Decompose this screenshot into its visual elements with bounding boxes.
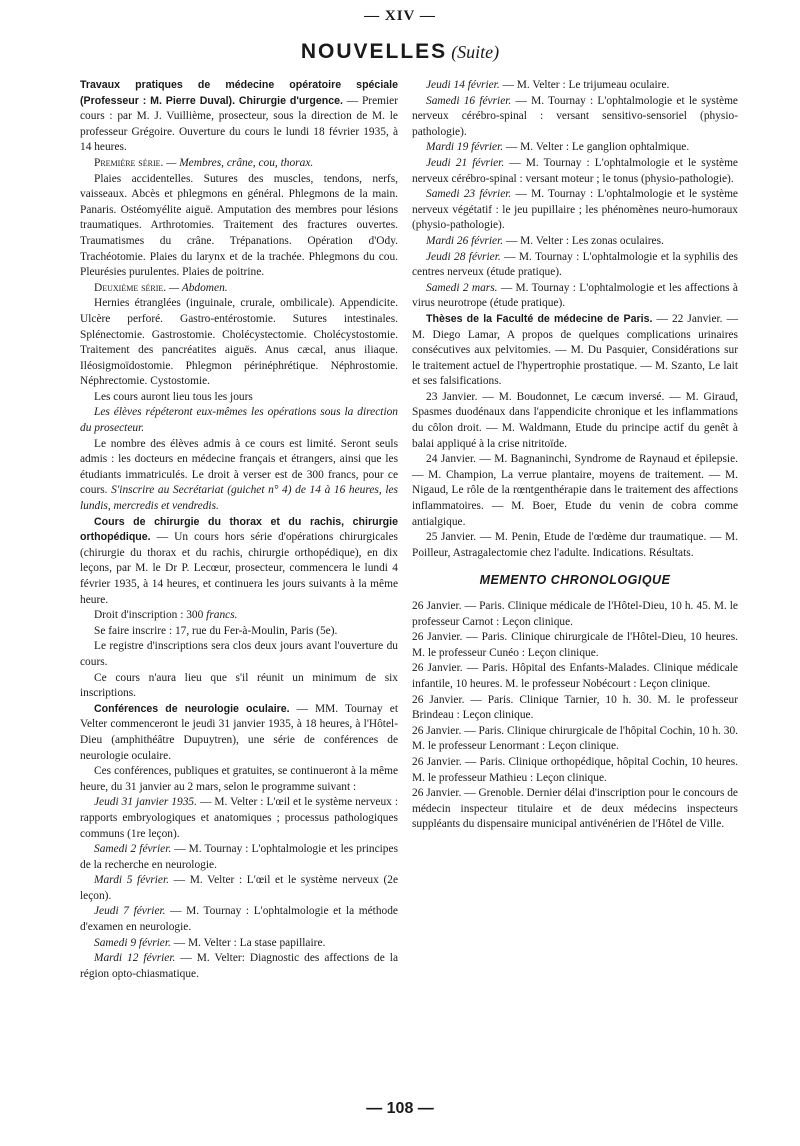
section-title-suffix: (Suite) (451, 42, 500, 62)
running-head: — XIV — (364, 8, 436, 24)
memento-entry: 26 Janvier. — Paris. Clinique Tarnier, 10 h. 30. M. le professeur Brindeau : Leçon clinique. (412, 693, 738, 722)
theses-jan23: 23 Janvier. — M. Boudonnet, Le cæcum inversé. — M. Giraud, Spasmes duodénaux dans l'appendicite chronique et les inflammations du côlon droit. — M. Waldmann, Etude du principe actif du genêt à balai appliqué à la crise nitritoïde. (412, 390, 738, 450)
theses-heading: Thèses de la Faculté de médecine de Paris. (426, 312, 653, 325)
lecture-item: Mardi 19 février. — M. Velter : Le ganglion ophtalmique. (426, 141, 690, 154)
lecture-item: Jeudi 31 janvier 1935. — M. Velter : L'œil et le système nerveux : rapports embryologiques et anatomiques ; processus pathologiques communs (1re leçon). (80, 796, 398, 840)
right-column (412, 78, 738, 833)
theses-jan24: 24 Janvier. — M. Bagnaninchi, Syndrome de Raynaud et épilepsie. — M. Champion, La verrue plantaire, moyens de traitement. — M. Nigaud, Le rôle de la rœntgenthérapie dans le traitement des affections inflammatoires. — M. Boer, Etude du venin de cobra comme antialgique. (412, 453, 738, 528)
page-title (0, 40, 800, 64)
lecture-item: Samedi 2 mars. — M. Tournay : L'ophtalmologie et les affections à virus neurotrope (étude pratique). (412, 281, 738, 310)
lecture-item: Mardi 5 février. — M. Velter : L'œil et le système nerveux (2e leçon). (80, 874, 399, 902)
minimum-note: Ce cours n'aura lieu que s'il réunit un minimum de six inscriptions. (80, 671, 398, 700)
lecture-item: Samedi 9 février. — M. Velter : La stase papillaire. (94, 936, 326, 949)
memento-entry: 26 Janvier. — Paris. Hôpital des Enfants-Malades. Clinique médicale infantile, 10 heures. M. le professeur Nobécourt : Leçon clinique. (412, 662, 738, 690)
thorax-heading: Cours de chirurgie du thorax et du rachis, chirurgie orthopédique. (80, 515, 398, 544)
memento-entry: 26 Janvier. — Paris. Clinique orthopédique, hôpital Cochin, 10 heures. M. le professeur Mathieu : Leçon clinique. (412, 755, 738, 784)
lecture-item: Mardi 12 février. — M. Velter: Diagnostic des affections de la région opto-chiasmatique. (80, 952, 398, 980)
serie2-text: Hernies étranglées (inguinale, crurale, ombilicale). Appendicite. Ulcère perforé. Gastro-entérostomie. Sutures intestinales. Splénectomie. Gastrostomie. Cholécystectomie. Cholécystostomie. Traitement des pancréatites aiguës. Anus cæcal, anus iliaque. Iléosigmoïdostomie. Phlegmon périnéphrétique. Néphrostomie. Néphrectomie. Cystostomie. (80, 297, 398, 388)
thorax-paragraph: Cours de chirurgie du thorax et du rachis, chirurgie orthopédique. — Un cours hors série d'opérations chirurgicales (chirurgie du thorax et du rachis, chirurgie orthopédique), en dix leçons, par M. le Dr P. Lecœur, prosecteur, commencera le lundi 4 février 1935, à 14 heures, et continuera les jours suivants à la même heure. (80, 515, 398, 606)
lecture-item: Samedi 16 février. — M. Tournay : L'ophtalmologie et le système nerveux cérébro-spinal : versant sensitivo-sensoriel (physio-pathologie). (412, 94, 738, 138)
travaux-heading: Travaux pratiques de médecine opératoire spéciale (Professeur : M. Pierre Duval). Chirurgie d'urgence. (80, 79, 398, 107)
memento-entry: 26 Janvier. — Paris. Clinique chirurgicale de l'Hôtel-Dieu, 10 heures. M. le professeur Cunéo : Leçon clinique. (412, 631, 738, 659)
eleves-note: Les élèves répéteront eux-mêmes les opérations sous la direction du prosecteur. (80, 406, 398, 435)
left-column (80, 78, 398, 982)
neuro-paragraph: Conférences de neurologie oculaire. — MM. Tournay et Velter commenceront le jeudi 31 janvier 1935, à 18 heures, à l'Hôtel-Dieu (amphithéâtre Dupuytren), une série de conférences de neurologie oculaire. (80, 702, 398, 762)
serie1-text: Plaies accidentelles. Sutures des muscles, tendons, nerfs, vaisseaux. Abcès et phlegmons en général. Phlegmons de la main. Panaris. Ostéomyélite aiguë. Amputation des membres pour lésions traumatiques. Arthrotomies. Traitement des fractures ouvertes. Traumatismes du crâne. Trépanations. Opération d'Ody. Trachéotomie. Plaies du larynx et de la trachée. Phlegmons du cou. Pleurésies purulentes. Plaies de poitrine. (80, 172, 398, 279)
registre-note: Le registre d'inscriptions sera clos deux jours avant l'ouverture du cours. (80, 640, 398, 668)
theses-jan25: 25 Janvier. — M. Penin, Etude de l'œdème dur traumatique. — M. Poilleur, Astragalectomie chez l'adulte. Indications. Résultats. (412, 531, 738, 559)
memento-title: MEMENTO CHRONOLOGIQUE (479, 573, 671, 588)
lecture-item: Jeudi 7 février. — M. Tournay : L'ophtalmologie et la méthode d'examen en neurologie. (80, 905, 398, 934)
page-number: — 108 — (366, 1100, 434, 1117)
lecture-item: Jeudi 28 février. — M. Tournay : L'ophtalmologie et la syphilis des centres nerveux (étude pratique). (412, 250, 738, 279)
lecture-item: Samedi 2 février. — M. Tournay : L'ophtalmologie et les principes de la recherche en neurologie. (80, 843, 398, 871)
serie2-heading: Deuxième série. — Abdomen. (94, 281, 228, 294)
lecture-item: Mardi 26 février. — M. Velter : Les zonas oculaires. (426, 234, 664, 247)
nombre-paragraph: Le nombre des élèves admis à ce cours est limité. Seront seuls admis : les docteurs en médecine français et étrangers, ainsi que les étudiants immatriculés. Le droit à verser est de 300 francs, pour ce cours. S'inscrire au Secrétariat (guichet n° 4) de 14 à 16 heures, les lundis, mercredis et vendredis. (80, 437, 398, 513)
memento-list (412, 599, 738, 833)
lecture-item: Jeudi 14 février. — M. Velter : Le trijumeau oculaire. (426, 79, 670, 91)
neuro-heading: Conférences de neurologie oculaire. (94, 702, 290, 715)
travaux-paragraph: Travaux pratiques de médecine opératoire spéciale (Professeur : M. Pierre Duval). Chirurgie d'urgence. — Premier cours : par M. J. Vuillième, prosecteur, sous la direction de M. le professeur Grégoire. Ouverture du cours le lundi 18 février 1935, à 14 heures. (80, 79, 398, 154)
memento-entry: 26 Janvier. — Grenoble. Dernier délai d'inscription pour le concours de médecin inspecteur titulaire et de deux médecins inspecteurs suppléants du dispensaire municipal antivénérien de l'Hôtel de Ville. (412, 787, 738, 831)
lecture-item: Jeudi 21 février. — M. Tournay : L'ophtalmologie et le système nerveux cérébro-spinal : versant moteur ; le tonus (physio-pathologie). (412, 156, 738, 185)
publiques-note: Ces conférences, publiques et gratuites, se continueront à la même heure, du 31 janvier au 2 mars, selon le programme suivant : (80, 765, 398, 793)
droit-inscription: Droit d'inscription : 300 francs. (94, 609, 238, 622)
serie1-heading: Première série. — Membres, crâne, cou, thorax. (94, 156, 314, 169)
cours-days: Les cours auront lieu tous les jours (94, 390, 253, 403)
inscrire-address: Se faire inscrire : 17, rue du Fer-à-Moulin, Paris (5e). (94, 624, 338, 637)
memento-entry: 26 Janvier. — Paris. Clinique médicale de l'Hôtel-Dieu, 10 h. 45. M. le professeur Carnot : Leçon clinique. (412, 600, 738, 628)
memento-entry: 26 Janvier. — Paris. Clinique chirurgicale de l'hôpital Cochin, 10 h. 30. M. le professeur Lenormant : Leçon clinique. (412, 724, 738, 753)
theses-paragraph: Thèses de la Faculté de médecine de Paris. — 22 Janvier. — M. Diego Lamar, A propos de quelques complications urinaires consécutives aux pelvitomies. — M. Du Pasquier, Considérations sur le traitement actuel de l'hypertrophie prostatique. — M. Szanto, Le lait et ses falsifications. (412, 312, 738, 388)
section-title: NOUVELLES (300, 40, 448, 63)
lecture-item: Samedi 23 février. — M. Tournay : L'ophtalmologie et le système nerveux végétatif : le jeu pupillaire ; les phénomènes neuro-humoraux (physio-pathologie). (412, 188, 738, 232)
